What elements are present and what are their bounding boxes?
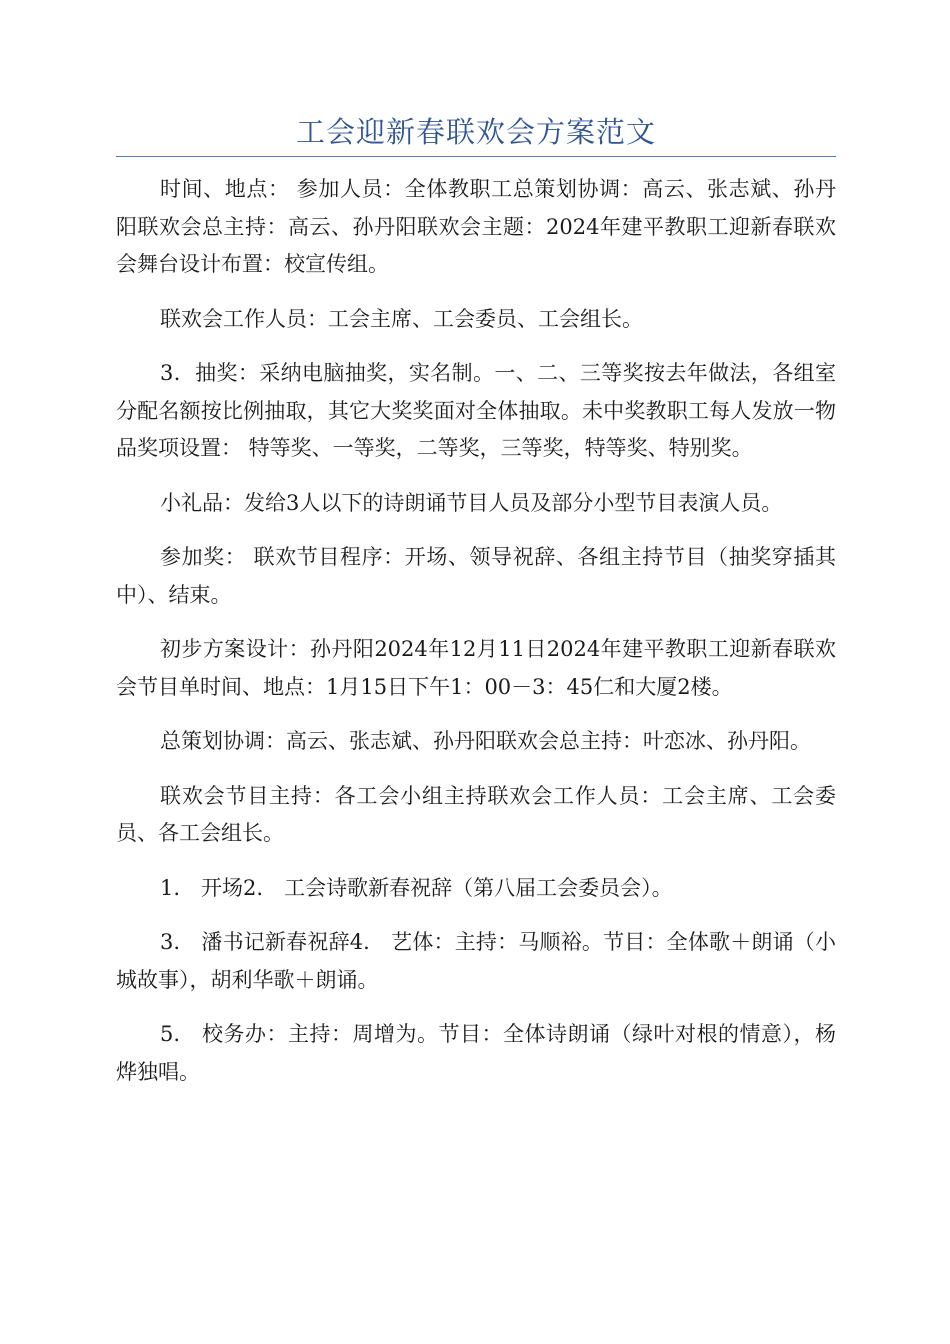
paragraph: 小礼品：发给3人以下的诗朗诵节目人员及部分小型节目表演人员。 <box>160 490 783 515</box>
paragraph: 1. 开场2. 工会诗歌新春祝辞（第八届工会委员会）。 <box>160 875 673 900</box>
paragraph: 联欢会节目主持：各工会小组主持联欢会工作人员：工会主席、工会委员、各工会组长。 <box>116 783 836 845</box>
paragraph: 5. 校务办：主持：周增为。节目：全体诗朗诵（绿叶对根的情意），杨烨独唱。 <box>116 1022 836 1084</box>
paragraph: 3. 潘书记新春祝辞4. 艺体：主持：马顺裕。节目：全体歌＋朗诵（小城故事），胡利华歌＋朗诵。 <box>116 930 836 992</box>
document-page <box>116 0 836 1108</box>
paragraph: 联欢会工作人员：工会主席、工会委员、工会组长。 <box>160 306 643 331</box>
paragraph: 总策划协调：高云、张志斌、孙丹阳联欢会总主持：叶恋冰、孙丹阳。 <box>160 729 811 753</box>
paragraph: 时间、地点： 参加人员：全体教职工总策划协调：高云、张志斌、孙丹阳联欢会总主持：高云、孙丹阳联欢会主题：2024年建平教职工迎新春联欢会舞台设计布置：校宣传组。 <box>116 177 836 276</box>
title-underline <box>116 156 836 157</box>
document-title: 工会迎新春联欢会方案范文 <box>295 115 656 149</box>
paragraph: 初步方案设计：孙丹阳2024年12月11日2024年建平教职工迎新春联欢会节目单时间、地点：1月15日下午1：00－3：45仁和大厦2楼。 <box>116 637 836 699</box>
paragraph: 参加奖： 联欢节目程序：开场、领导祝辞、各组主持节目（抽奖穿插其中）、结束。 <box>116 545 836 607</box>
document-body <box>116 171 836 1091</box>
paragraph: 3．抽奖：采纳电脑抽奖，实名制。一、二、三等奖按去年做法，各组室分配名额按比例抽取，其它大奖奖面对全体抽取。未中奖教职工每人发放一物品奖项设置： 特等奖、一等奖，二等奖，三等奖，特等奖、特别奖。 <box>116 361 836 460</box>
